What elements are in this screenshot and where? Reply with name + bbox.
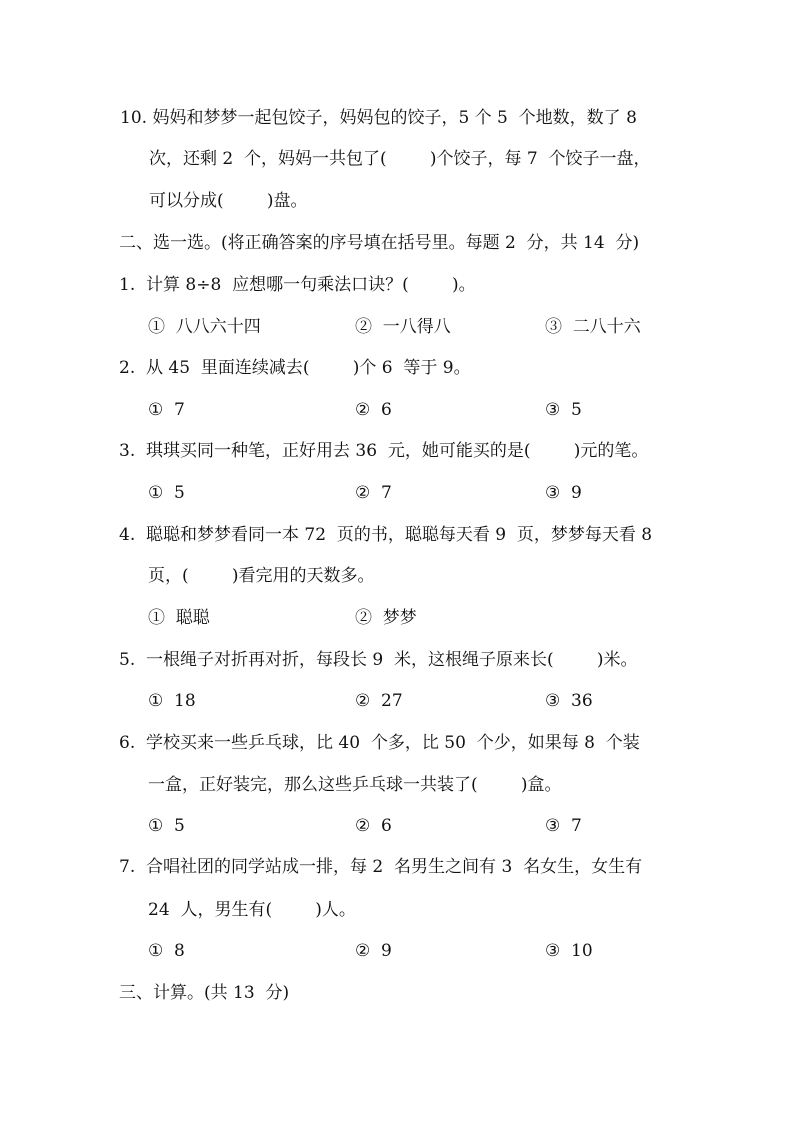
- question-3-option-b: ② 7: [355, 483, 392, 503]
- question-7-text-line-1: 7. 合唱社团的同学站成一排，每 2 名男生之间有 3 名女生，女生有: [119, 857, 643, 877]
- question-4-option-a: ① 聪聪: [148, 608, 210, 628]
- question-7-option-a: ① 8: [148, 941, 185, 961]
- question-4-option-b: ② 梦梦: [355, 608, 417, 628]
- question-6-text-line-2: 一盒，正好装完，那么这些乒乓球一共装了( )盒。: [148, 775, 562, 795]
- question-7-option-c: ③ 10: [545, 941, 593, 961]
- question-5-option-a: ① 18: [148, 691, 196, 711]
- question-7-text-line-2: 24 人，男生有( )人。: [148, 900, 356, 920]
- question-3-text: 3. 琪琪买同一种笔，正好用去 36 元，她可能买的是( )元的笔。: [119, 441, 649, 461]
- question-1-option-b: ② 一八得八: [355, 317, 451, 337]
- q10-line-3: 可以分成( )盘。: [149, 191, 308, 211]
- question-6-text-line-1: 6. 学校买来一些乒乓球，比 40 个多，比 50 个少，如果每 8 个装: [119, 733, 640, 753]
- question-5-option-c: ③ 36: [545, 691, 593, 711]
- section-2-title: 二、选一选。(将正确答案的序号填在括号里。每题 2 分，共 14 分): [119, 233, 640, 253]
- question-2-option-b: ② 6: [355, 400, 392, 420]
- question-1-text: 1. 计算 8÷8 应想哪一句乘法口诀？( )。: [119, 275, 476, 295]
- question-7-option-b: ② 9: [355, 941, 392, 961]
- q10-line-2: 次，还剩 2 个，妈妈一共包了( )个饺子，每 7 个饺子一盘，: [149, 149, 651, 169]
- q10-line-1: 10. 妈妈和梦梦一起包饺子，妈妈包的饺子，5 个 5 个地数，数了 8: [120, 108, 637, 128]
- question-1-option-c: ③ 二八十六: [545, 317, 641, 337]
- question-3-option-a: ① 5: [148, 483, 185, 503]
- question-4-text-line-1: 4. 聪聪和梦梦看同一本 72 页的书，聪聪每天看 9 页，梦梦每天看 8: [119, 525, 653, 545]
- section-3-title: 三、计算。(共 13 分): [119, 983, 290, 1003]
- question-2-text: 2. 从 45 里面连续减去( )个 6 等于 9。: [119, 358, 471, 378]
- question-5-option-b: ② 27: [355, 691, 403, 711]
- question-5-text: 5. 一根绳子对折再对折，每段长 9 米，这根绳子原来长( )米。: [119, 650, 638, 670]
- question-6-option-c: ③ 7: [545, 816, 582, 836]
- question-3-option-c: ③ 9: [545, 483, 582, 503]
- question-1-option-a: ① 八八六十四: [148, 317, 261, 337]
- question-2-option-a: ① 7: [148, 400, 185, 420]
- question-6-option-b: ② 6: [355, 816, 392, 836]
- question-6-option-a: ① 5: [148, 816, 185, 836]
- question-4-text-line-2: 页，( )看完用的天数多。: [148, 566, 375, 586]
- question-2-option-c: ③ 5: [545, 400, 582, 420]
